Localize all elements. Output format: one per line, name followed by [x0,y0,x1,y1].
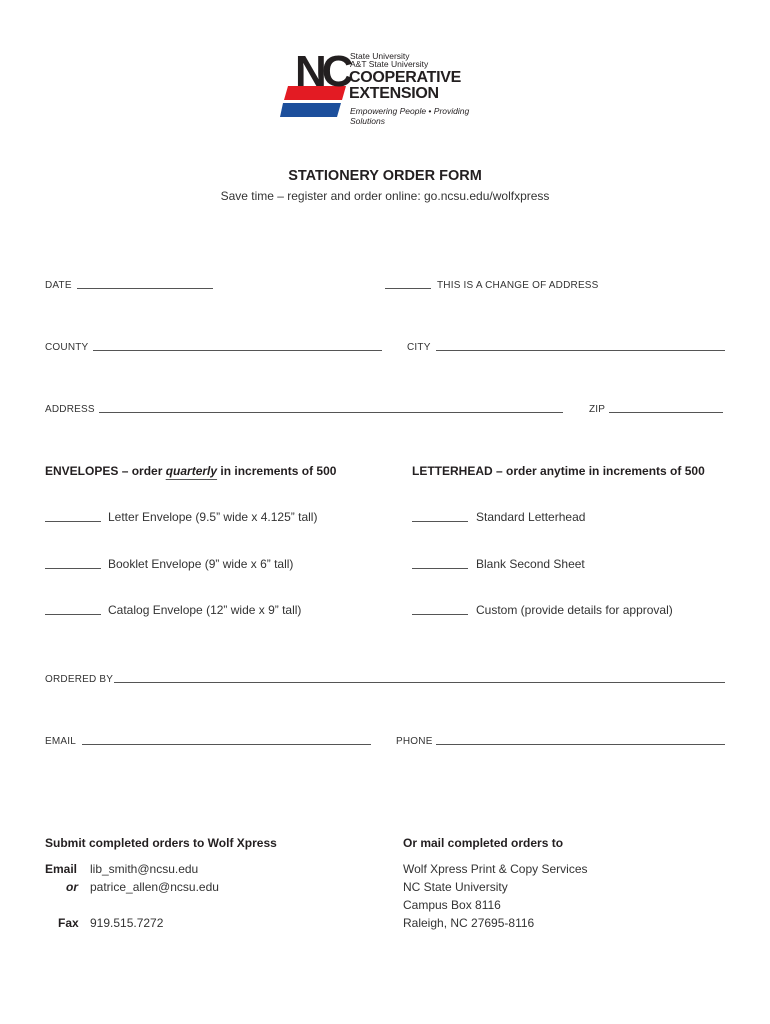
city-field[interactable] [436,350,725,351]
county-field[interactable] [93,350,382,351]
county-label: COUNTY [45,342,89,353]
mail-heading: Or mail completed orders to [403,836,564,850]
ordered-by-field[interactable] [114,682,725,683]
mail-address-line: NC State University [403,880,508,894]
form-title: STATIONERY ORDER FORM [288,168,482,184]
booklet-envelope-label: Booklet Envelope (9” wide x 6” tall) [108,557,294,571]
logo-tagline: Empowering People • Providing Solutions [350,106,470,126]
zip-field[interactable] [609,412,723,413]
logo-university-1: State University [350,51,410,61]
ordered-by-label: ORDERED BY [45,674,114,685]
phone-label: PHONE [396,736,433,747]
email-field[interactable] [82,744,371,745]
custom-letterhead-qty-field[interactable] [412,614,468,615]
phone-field[interactable] [436,744,725,745]
envelopes-heading-post: in increments of 500 [217,464,337,478]
date-field[interactable] [77,288,213,289]
standard-letterhead-qty-field[interactable] [412,521,468,522]
letter-envelope-label: Letter Envelope (9.5” wide x 4.125” tall) [108,510,318,524]
standard-letterhead-label: Standard Letterhead [476,510,586,524]
logo-university-2: A&T State University [350,59,429,69]
city-label: CITY [407,342,431,353]
blank-second-sheet-qty-field[interactable] [412,568,468,569]
envelopes-heading-emphasis: quarterly [165,464,218,478]
mail-address-line: Wolf Xpress Print & Copy Services [403,862,588,876]
address-field[interactable] [99,412,563,413]
submit-fax-label: Fax [58,916,79,930]
letterhead-heading: LETTERHEAD – order anytime in increments of 500 [412,464,705,478]
change-of-address-label: THIS IS A CHANGE OF ADDRESS [437,280,599,291]
logo-cooperative: COOPERATIVE [349,69,461,86]
zip-label: ZIP [589,404,606,415]
submit-or-label: or [66,880,78,894]
logo-extension: EXTENSION [349,85,439,102]
submit-heading: Submit completed orders to Wolf Xpress [45,836,277,850]
nc-cooperative-extension-logo [280,47,495,126]
date-label: DATE [45,280,72,291]
blank-second-sheet-label: Blank Second Sheet [476,557,585,571]
email-label: EMAIL [45,736,77,747]
custom-letterhead-label: Custom (provide details for approval) [476,603,673,617]
catalog-envelope-label: Catalog Envelope (12” wide x 9” tall) [108,603,302,617]
letter-envelope-qty-field[interactable] [45,521,101,522]
form-subtitle: Save time – register and order online: go.ncsu.edu/wolfxpress [220,189,550,203]
submit-fax-number: 919.515.7272 [90,916,164,930]
submit-email-2[interactable]: patrice_allen@ncsu.edu [90,880,219,894]
submit-email-1[interactable]: lib_smith@ncsu.edu [90,862,199,876]
address-label: ADDRESS [45,404,95,415]
submit-email-label: Email [45,862,78,876]
catalog-envelope-qty-field[interactable] [45,614,101,615]
envelopes-heading [45,464,336,478]
envelopes-heading-pre: ENVELOPES – order [45,464,166,478]
mail-address-line: Raleigh, NC 27695-8116 [403,916,535,930]
booklet-envelope-qty-field[interactable] [45,568,101,569]
logo-nc-mark: NC [295,47,349,96]
mail-address-line: Campus Box 8116 [403,898,501,912]
change-of-address-field[interactable] [385,288,431,289]
